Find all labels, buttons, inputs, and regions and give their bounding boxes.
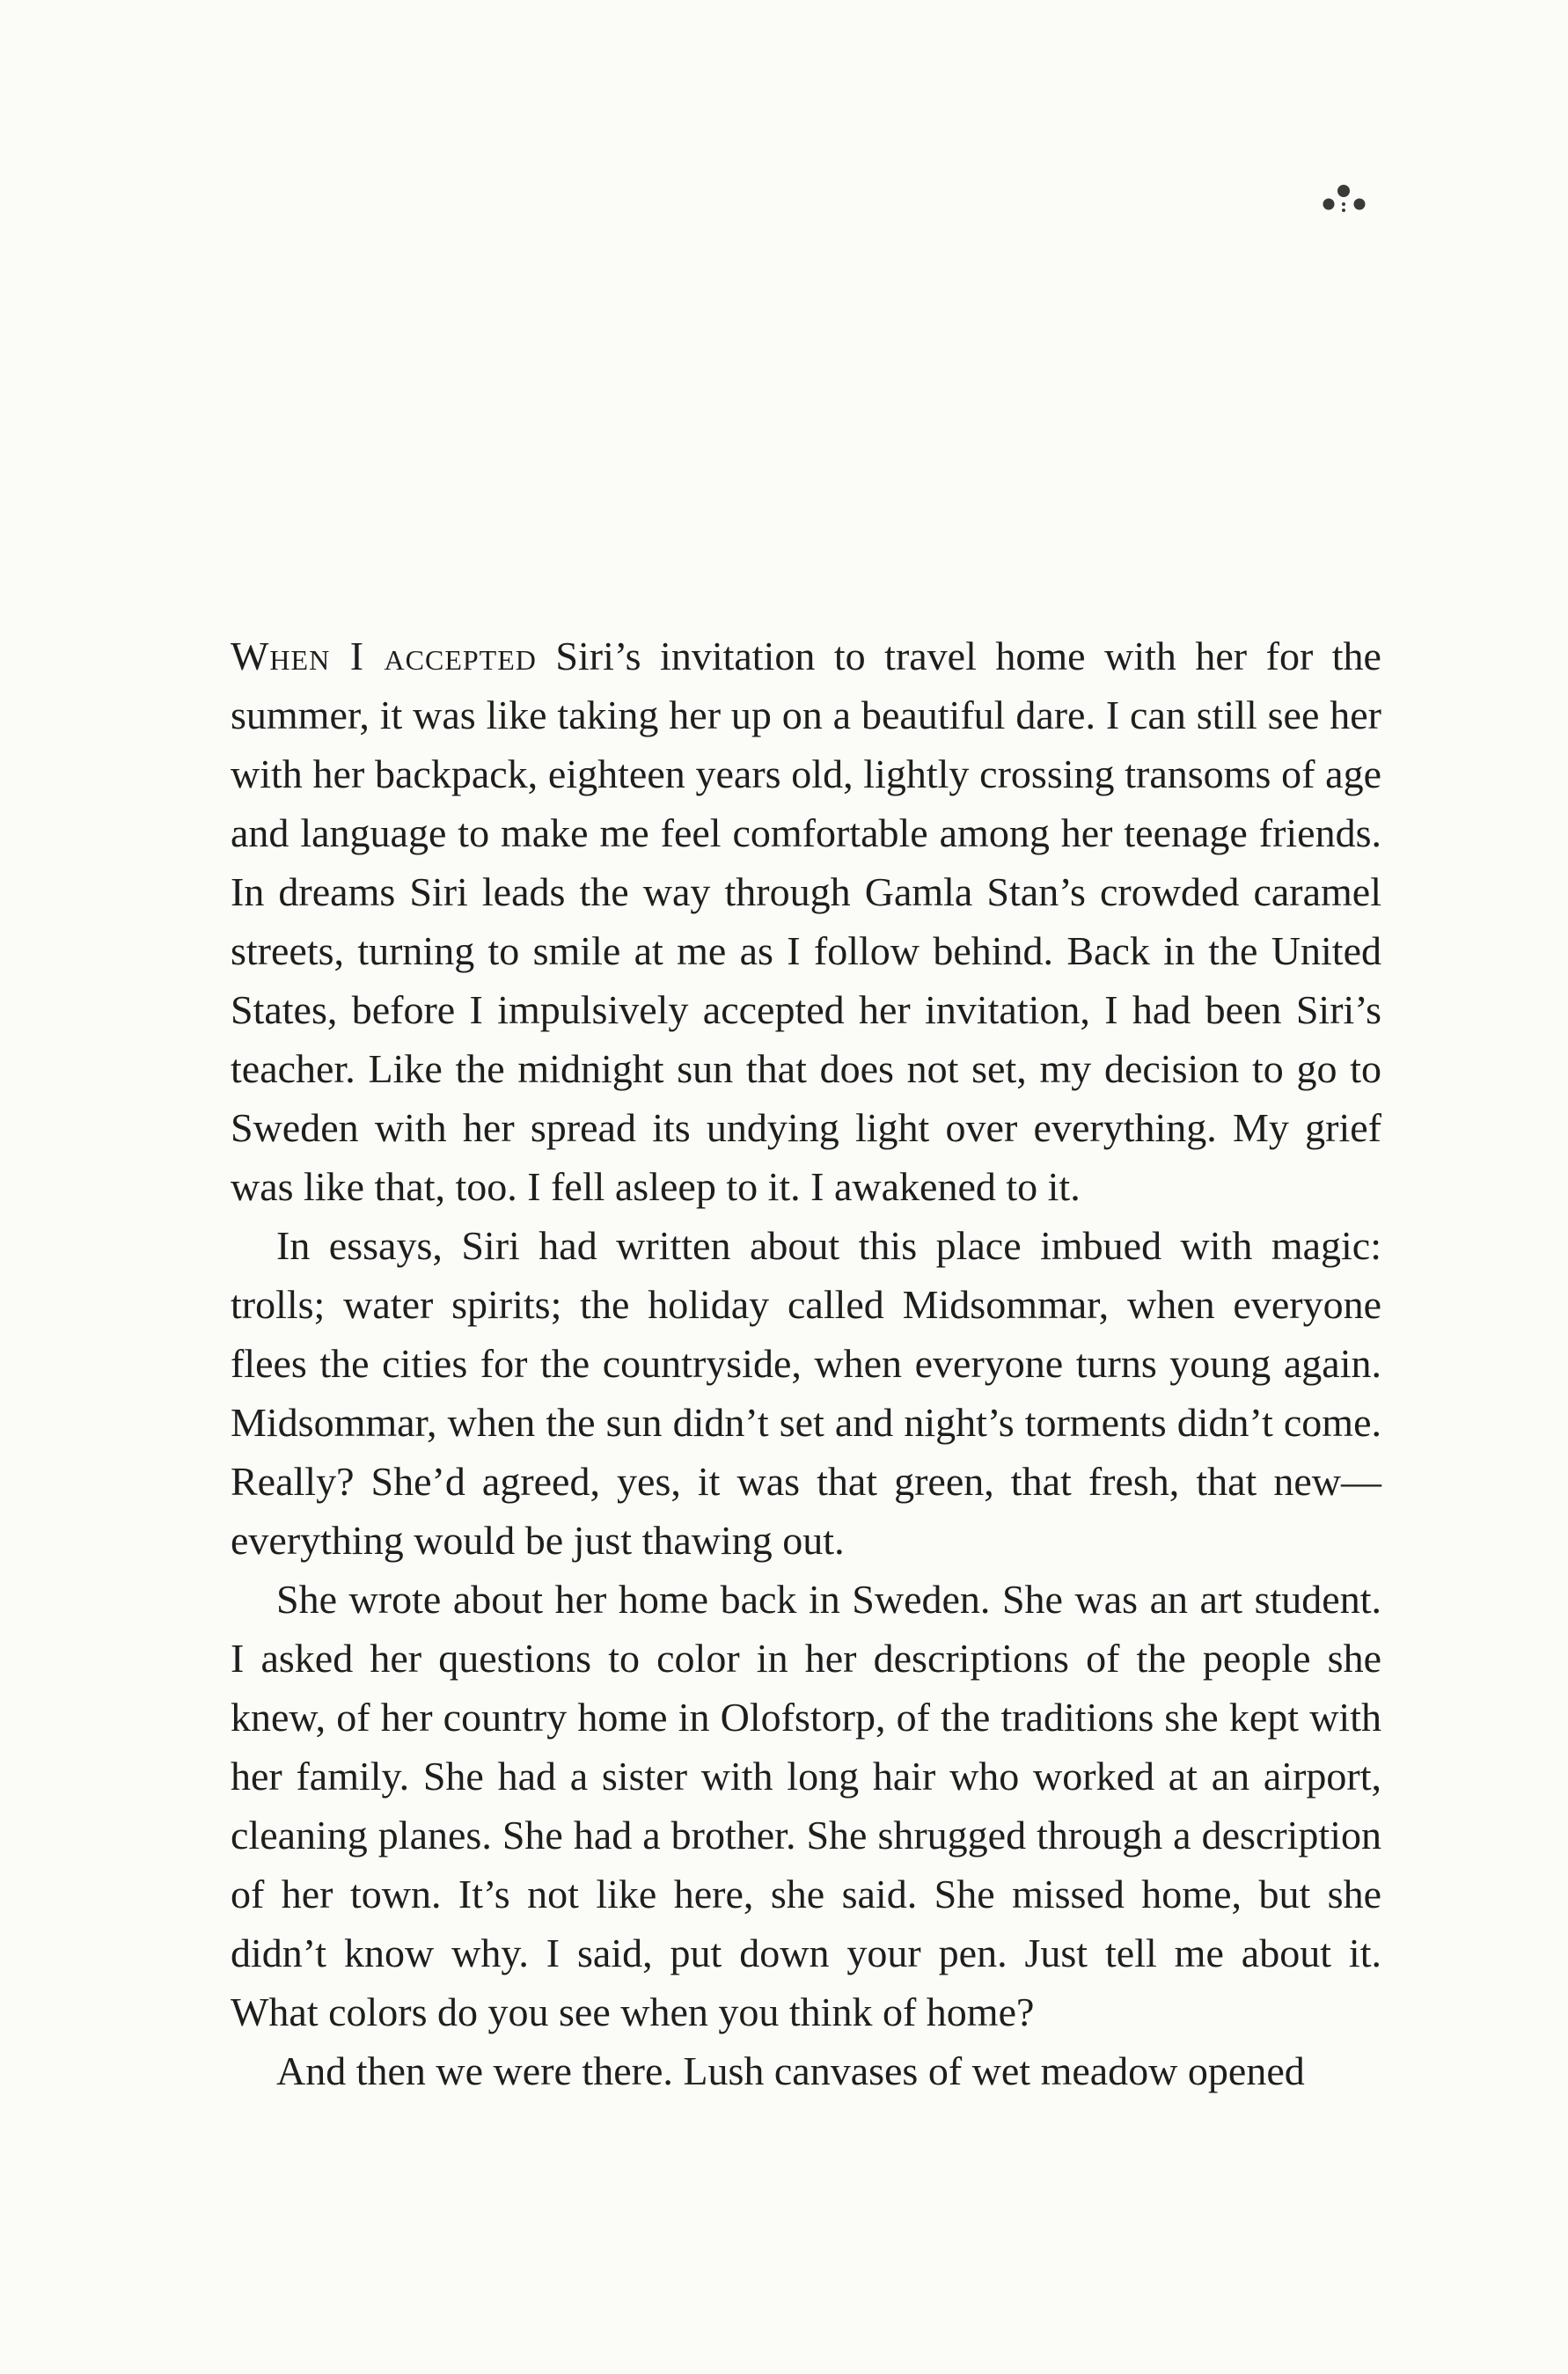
three-dot-ornament-icon [1320, 180, 1373, 216]
paragraph-4: And then we were there. Lush canvases of wet meadow opened [276, 2048, 1305, 2093]
paragraph-1 [231, 626, 1381, 1216]
paragraph-3: She wrote about her home back in Sweden. She was an art student. I asked her questions to color in her descriptions of the people she knew, of her country home in Olofstorp, of the traditions she kept with her family. She had a sister with long hair who worked at an airport, cleaning planes. She had a brother. She shrugged through a description of her town. It’s not like here, she said. She missed home, but she didn’t know why. I said, put down your pen. Just tell me about it. What colors do you see when you think of home? [231, 1577, 1381, 2034]
paragraph-1-text: Siri’s invitation to travel home with her for the summer, it was like taking her up on a beautiful dare. I can still see her with her backpack, eighteen years old, lightly crossing transoms of age and language to make me feel comfortable among her teenage friends. In dreams Siri leads the way through Gamla Stan’s crowded caramel streets, turning to smile at me as I follow behind. Back in the United States, before I impulsively accepted her invitation, I had been Siri’s teacher. Like the midnight sun that does not set, my decision to go to Sweden with her spread its undying light over everything. My grief was like that, too. I fell asleep to it. I awakened to it. [231, 634, 1381, 1209]
lead-in-smallcaps: When I accepted [231, 634, 537, 678]
body-text [231, 626, 1381, 2100]
paragraph-2: In essays, Siri had written about this place imbued with magic: trolls; water spirits; the holiday called Midsommar, when everyone flees the cities for the countryside, when everyone turns young again. Midsommar, when the sun didn’t set and night’s torments didn’t come. Really? She’d agreed, yes, it was that green, that fresh, that new—everything would be just thawing out. [231, 1223, 1381, 1563]
